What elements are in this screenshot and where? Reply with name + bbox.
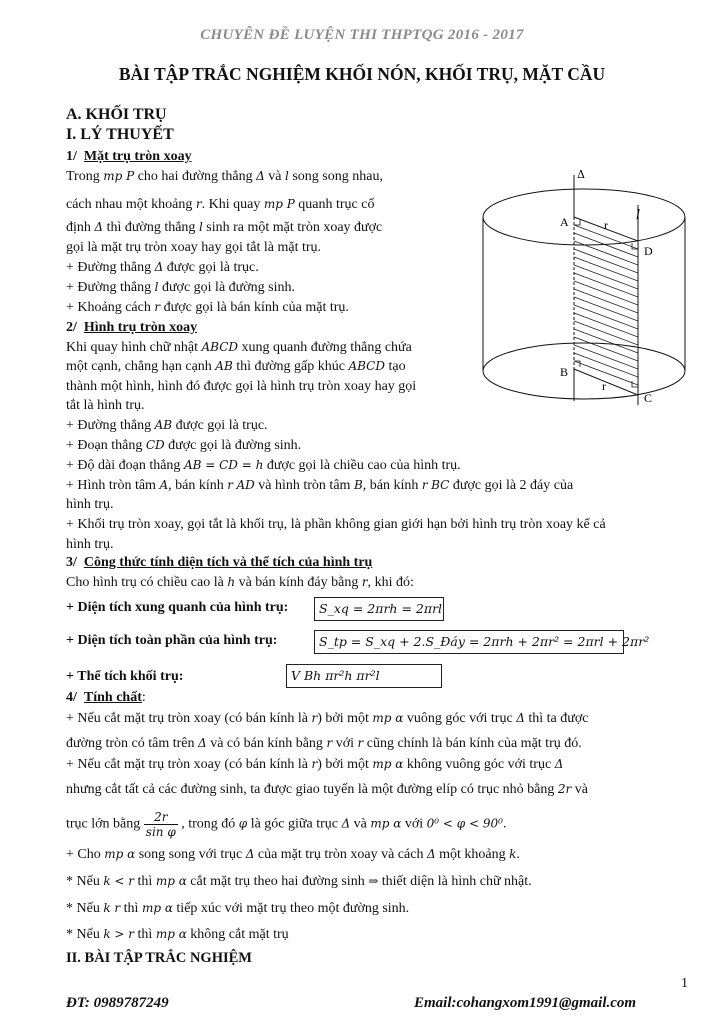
s2-text: được gọi là chiều cao của hình trụ. xyxy=(263,458,461,473)
s2-line xyxy=(66,340,412,356)
label-B: B xyxy=(560,365,569,379)
subsection-title: Mặt trụ tròn xoay xyxy=(83,149,192,164)
s1-text: gọi là mặt trụ tròn xoay hay gọi tắt là mặt trụ. xyxy=(66,240,322,255)
s4-text: không vuông góc với trục xyxy=(403,757,555,772)
s4-text: + Nếu cắt mặt trụ tròn xoay (có bán kính là xyxy=(66,711,312,726)
s4more-line xyxy=(66,927,289,943)
subsection-number: 1/ xyxy=(66,149,77,164)
s4more-math: ⇒ xyxy=(368,874,379,888)
s2-math: r xyxy=(227,478,233,492)
s4more-math: mp α xyxy=(155,874,187,888)
s1-text: sinh ra một mặt tròn xoay được xyxy=(202,220,383,235)
s4more-text: thì xyxy=(120,901,142,916)
subsection-title: Hình trụ tròn xoay xyxy=(83,320,198,335)
s4more-line xyxy=(66,874,532,890)
s4more-text: thì xyxy=(134,927,156,942)
right-angle-a xyxy=(574,219,580,225)
s1-math: r xyxy=(154,300,161,314)
s4more-math: mp α xyxy=(104,847,136,861)
s2-line xyxy=(66,517,606,533)
ellipse-axis-line: trục lớn bằng $\frac{2r}{\text{sin φ}}$ , trong đó φ là góc giữa trục Δ và mp α với 0⁰ < φ < 90⁰. xyxy=(66,810,507,839)
s4more-text: một khoảng xyxy=(435,847,510,862)
s4more-math: k r xyxy=(103,901,121,915)
s4-text: cũng chính là bán kính của mặt trụ đó. xyxy=(363,736,582,751)
s4-text: nhưng cắt tất cả các đường sinh, ta được giao tuyến là một đường elíp có trục nhỏ bằng xyxy=(66,782,558,797)
s4more-text: cắt mặt trụ theo hai đường sinh xyxy=(186,874,369,889)
s4-text: + Nếu cắt mặt trụ tròn xoay (có bán kính là xyxy=(66,757,312,772)
s2-line xyxy=(66,537,113,553)
s2-math: BC xyxy=(431,478,450,492)
s4-math: Δ xyxy=(198,736,207,750)
s4-math: 2r xyxy=(557,782,572,796)
formula-volume-label: + Thể tích khối trụ: xyxy=(66,669,184,684)
s4more-text: * Nếu xyxy=(66,901,104,916)
s4-math: r xyxy=(326,736,333,750)
formula-total-label: + Diện tích toàn phần của hình trụ: xyxy=(66,633,278,648)
s1-line xyxy=(66,280,295,296)
s2-math: ABCD xyxy=(348,359,385,373)
s4-line xyxy=(66,757,563,773)
s2-line xyxy=(66,458,461,474)
label-r-bottom: r xyxy=(602,379,606,393)
label-A: A xyxy=(560,215,569,229)
s1-math: mp P xyxy=(263,197,295,211)
s4more-text: không cắt mặt trụ xyxy=(186,927,289,942)
s4more-math: Δ xyxy=(245,847,255,861)
running-header: CHUYÊN ĐỀ LUYỆN THI THPTQG 2016 - 2017 xyxy=(200,27,524,43)
s2-text: , bán kính xyxy=(168,478,228,493)
s1-math: l xyxy=(198,220,203,234)
s2-text: + Khối trụ tròn xoay, gọi tắt là khối trụ, là phần không gian giới hạn bởi hình trụ tròn xoay kể cả xyxy=(66,517,606,532)
s2-text: + Hình tròn tâm xyxy=(66,478,160,493)
s4-line xyxy=(66,736,582,752)
label-C: C xyxy=(644,391,653,405)
s1-text: và xyxy=(264,169,285,184)
s4-math: r xyxy=(357,736,364,750)
formula-lateral-box: S_xq = 2πrh = 2πrl xyxy=(314,597,444,621)
subsection-1-heading xyxy=(66,149,192,165)
s4-text: ) bởi một xyxy=(317,711,373,726)
s4-math: Δ xyxy=(516,711,525,725)
cylinder-figure xyxy=(476,165,706,410)
s4more-text: thiết diện là hình chữ nhật. xyxy=(378,874,532,889)
s2-text: thì đường gấp khúc xyxy=(232,359,349,374)
s2-math: AB xyxy=(154,418,173,432)
s2-line xyxy=(66,418,268,434)
document-title: BÀI TẬP TRẮC NGHIỆM KHỐI NÓN, KHỐI TRỤ, MẶT CẦU xyxy=(118,64,606,84)
subsection-number: 3/ xyxy=(66,555,77,570)
s2-math: B xyxy=(353,478,363,492)
s4more-math: mp α xyxy=(141,901,173,915)
s4-math: mp α xyxy=(372,757,404,771)
s1-text: cách nhau một khoảng xyxy=(66,197,196,212)
s2-text: Khi quay hình chữ nhật xyxy=(66,340,202,355)
s2-text: + Đoạn thẳng xyxy=(66,438,146,453)
s1-text: song song nhau, xyxy=(288,169,383,184)
s2-math: CD xyxy=(145,438,165,452)
s4more-line xyxy=(66,847,520,863)
bottom-ellipse-front xyxy=(483,371,685,399)
s4more-math: k < r xyxy=(103,874,135,888)
s2-text: xung quanh đường thẳng chứa xyxy=(238,340,412,355)
s4more-math: Δ xyxy=(426,847,436,861)
subsection-title: Công thức tính diện tích và thể tích của hình trụ xyxy=(83,555,373,570)
s4more-math: k xyxy=(509,847,517,861)
s1-text: được gọi là trục. xyxy=(163,260,259,275)
subsection-number: 2/ xyxy=(66,320,77,335)
section-ii-heading: II. BÀI TẬP TRẮC NGHIỆM xyxy=(66,950,252,966)
s4-text: và có bán kính bằng xyxy=(206,736,327,751)
s1-text: được gọi là đường sinh. xyxy=(158,280,295,295)
s3-intro-text: Cho hình trụ có chiều cao là xyxy=(66,575,228,590)
s2-line xyxy=(66,478,573,494)
s1-line xyxy=(66,240,321,256)
s2-text: một cạnh, chẳng hạn cạnh xyxy=(66,359,216,374)
subsection-3-heading xyxy=(66,555,372,571)
s2-math: ABCD xyxy=(201,340,239,354)
s4more-text: tiếp xúc với mặt trụ theo một đường sinh. xyxy=(172,901,410,916)
s2-text: hình trụ. xyxy=(66,497,114,512)
s4-text: thì ta được xyxy=(524,711,589,726)
s2-text: được gọi là trục. xyxy=(172,418,268,433)
s1-line xyxy=(66,300,349,316)
s1-math: Δ xyxy=(154,260,164,274)
label-D: D xyxy=(644,244,653,258)
s1-math: l xyxy=(285,169,289,183)
s1-text: thì đường thẳng xyxy=(103,220,199,235)
s4-math: r xyxy=(311,711,318,725)
subsection-2-heading xyxy=(66,320,197,336)
s4more-math: k > r xyxy=(103,927,135,941)
page-number: 1 xyxy=(681,976,688,991)
s4-text: và xyxy=(571,782,588,797)
s4-text: với xyxy=(332,736,358,751)
s1-text: được gọi là bán kính của mặt trụ. xyxy=(160,300,349,315)
hatch-fill xyxy=(574,225,638,385)
s4more-text: thì xyxy=(134,874,156,889)
s2-text: và hình tròn tâm xyxy=(254,478,354,493)
s4more-text: song song với trục xyxy=(135,847,246,862)
s1-math: r xyxy=(195,197,202,211)
s2-text: hình trụ. xyxy=(66,537,114,552)
label-l: l xyxy=(636,208,641,223)
s2-line xyxy=(66,497,113,513)
s1-math: Δ xyxy=(256,169,265,183)
s2-math: A xyxy=(159,478,169,492)
s4-text: vuông góc với trục xyxy=(403,711,517,726)
s3-intro-text: , khi đó: xyxy=(367,575,414,590)
footer-email: Email:cohangxom1991@gmail.com xyxy=(414,995,637,1011)
s1-text: . Khi quay xyxy=(201,197,264,212)
s3-intro-math: r xyxy=(361,575,368,589)
s3-intro-math: h xyxy=(227,575,236,589)
footer-phone: ĐT: 0989787249 xyxy=(66,995,169,1011)
s1-text: định xyxy=(66,220,95,235)
s2-text: + Đường thẳng xyxy=(66,418,155,433)
subsection-3-intro xyxy=(66,575,414,591)
formula-total-box: S_tp = S_xq + 2.S_Đáy = 2πrh + 2πr² = 2πrl + 2πr² xyxy=(314,630,624,654)
s2-math: AB = CD = h xyxy=(183,458,264,472)
s1-line xyxy=(66,220,382,236)
s4-text: ) bởi một xyxy=(317,757,373,772)
s4more-text: * Nếu xyxy=(66,874,104,889)
fraction-2r-over-sin: $\frac{2r}{\text{sin φ}}$ xyxy=(145,810,176,839)
subsection-4-heading: 4/ Tính chất: xyxy=(66,690,146,705)
s4more-math: mp α xyxy=(155,927,187,941)
s2-text: được gọi là đường sinh. xyxy=(164,438,302,453)
s2-text: được gọi là 2 đáy của xyxy=(449,478,574,493)
s4-math: Δ xyxy=(554,757,564,771)
section-i-heading: I. LÝ THUYẾT xyxy=(66,126,174,143)
s1-math: mp P xyxy=(103,169,135,183)
s4-text: đường tròn có tâm trên xyxy=(66,736,199,751)
s4-line xyxy=(66,782,588,798)
s1-line xyxy=(66,260,259,276)
s1-line xyxy=(66,197,374,213)
s2-text: thành một hình, hình đó được gọi là hình trụ tròn xoay hay gọi xyxy=(66,379,417,394)
s2-line xyxy=(66,359,406,375)
s2-text: , bán kính xyxy=(362,478,422,493)
label-r-top: r xyxy=(604,218,608,232)
formula-lateral-label: + Diện tích xung quanh của hình trụ: xyxy=(66,600,289,615)
s4more-text: của mặt trụ tròn xoay và cách xyxy=(254,847,427,862)
subsection-number: 4/ xyxy=(66,690,77,705)
s1-text: + Khoảng cách xyxy=(66,300,155,315)
s4-math: r xyxy=(311,757,318,771)
s2-text: tắt là hình trụ. xyxy=(66,398,145,413)
s1-text: + Đường thẳng xyxy=(66,280,155,295)
s1-text: cho hai đường thẳng xyxy=(134,169,257,184)
s1-text: Trong xyxy=(66,169,104,184)
s3-intro-text: và bán kính đáy bằng xyxy=(235,575,362,590)
s4-math: mp α xyxy=(372,711,404,725)
s2-math: AD xyxy=(236,478,255,492)
s2-line xyxy=(66,398,145,414)
s2-text: + Độ dài đoạn thẳng xyxy=(66,458,184,473)
subsection-title: Tính chất xyxy=(83,690,142,705)
s1-line xyxy=(66,169,383,185)
s2-line xyxy=(66,438,301,454)
s2-math: AB xyxy=(215,359,233,373)
s4more-line xyxy=(66,901,409,917)
label-delta: Δ xyxy=(577,168,585,181)
s4more-text: * Nếu xyxy=(66,927,104,942)
s2-line xyxy=(66,379,416,395)
s4more-text: . xyxy=(516,847,520,862)
s1-text: + Đường thẳng xyxy=(66,260,155,275)
s2-text: tạo xyxy=(384,359,406,374)
s4more-text: + Cho xyxy=(66,847,105,862)
s1-text: quanh trục cố xyxy=(294,197,375,212)
s4-line xyxy=(66,711,588,727)
section-a-heading: A. KHỐI TRỤ xyxy=(66,106,167,123)
s1-math: l xyxy=(154,280,159,294)
s1-math: Δ xyxy=(94,220,104,234)
formula-volume-box: V Bh πr²h πr²l xyxy=(286,664,442,688)
s2-math: r xyxy=(421,478,428,492)
